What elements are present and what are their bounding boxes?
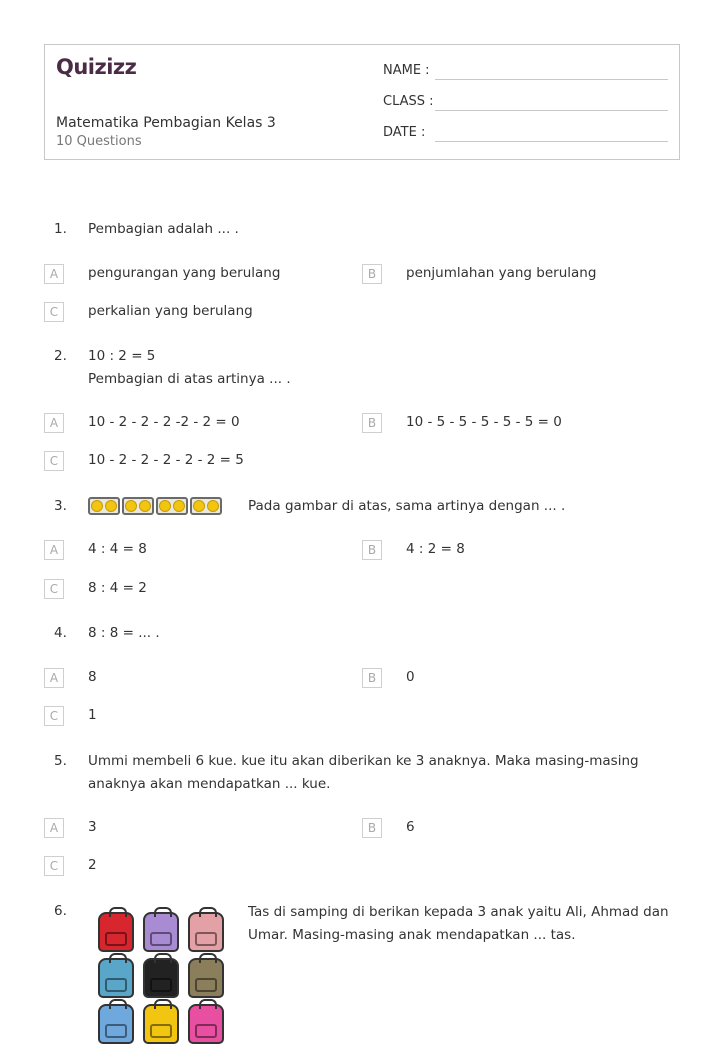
date-line: [435, 141, 668, 142]
name-field[interactable]: [383, 63, 430, 78]
option-text-2c: 10 - 2 - 2 - 2 - 2 - 2 = 5: [88, 452, 244, 468]
coin-icon: [105, 500, 117, 512]
option-text-4b: 0: [406, 669, 415, 685]
worksheet-title: Matematika Pembagian Kelas 3: [56, 115, 276, 131]
backpack-icon: [188, 912, 224, 952]
option-box-5b[interactable]: B: [362, 818, 382, 838]
coin-icon: [125, 500, 137, 512]
coin-icon: [207, 500, 219, 512]
backpack-icon: [188, 958, 224, 998]
question-2-line2: Pembagian di atas artinya ... .: [88, 371, 291, 387]
option-text-1a: pengurangan yang berulang: [88, 265, 281, 281]
option-box-3b[interactable]: B: [362, 540, 382, 560]
option-text-2a: 10 - 2 - 2 - 2 -2 - 2 = 0: [88, 414, 240, 430]
option-box-5c[interactable]: C: [44, 856, 64, 876]
backpack-icon: [143, 912, 179, 952]
question-4-number: 4.: [54, 625, 67, 641]
coin-pair: [156, 497, 188, 515]
question-3-text: Pada gambar di atas, sama artinya dengan ... .: [248, 498, 566, 514]
backpack-icon: [188, 1004, 224, 1044]
option-box-4b[interactable]: B: [362, 668, 382, 688]
question-2-line1: 10 : 2 = 5: [88, 348, 156, 364]
option-box-1c[interactable]: C: [44, 302, 64, 322]
question-count: 10 Questions: [56, 134, 142, 149]
backpack-icon: [98, 1004, 134, 1044]
date-label: DATE :: [383, 125, 426, 140]
question-5-line1: Ummi membeli 6 kue. kue itu akan diberikan ke 3 anaknya. Maka masing-masing: [88, 753, 639, 769]
option-text-4c: 1: [88, 707, 97, 723]
coin-icon: [139, 500, 151, 512]
question-2-number: 2.: [54, 348, 67, 364]
question-6-line2: Umar. Masing-masing anak mendapatkan ... tas.: [248, 927, 576, 943]
coin-icon: [91, 500, 103, 512]
worksheet-header: [44, 44, 680, 160]
date-field[interactable]: [383, 125, 425, 140]
option-text-3a: 4 : 4 = 8: [88, 541, 147, 557]
coin-icon: [173, 500, 185, 512]
option-box-1b[interactable]: B: [362, 264, 382, 284]
question-3-number: 3.: [54, 498, 67, 514]
option-text-1b: penjumlahan yang berulang: [406, 265, 597, 281]
class-field[interactable]: [383, 94, 434, 109]
option-box-2c[interactable]: C: [44, 451, 64, 471]
quizizz-logo: Quizizz: [56, 55, 137, 79]
option-text-5c: 2: [88, 857, 97, 873]
option-box-3c[interactable]: C: [44, 579, 64, 599]
option-text-1c: perkalian yang berulang: [88, 303, 253, 319]
option-text-4a: 8: [88, 669, 97, 685]
name-label: NAME :: [383, 63, 430, 78]
coin-pair: [88, 497, 120, 515]
option-text-3c: 8 : 4 = 2: [88, 580, 147, 596]
question-6-number: 6.: [54, 903, 67, 919]
backpack-icon: [143, 1004, 179, 1044]
backpack-icon: [98, 958, 134, 998]
option-box-4a[interactable]: A: [44, 668, 64, 688]
option-text-5a: 3: [88, 819, 97, 835]
coin-pair: [122, 497, 154, 515]
class-line: [435, 110, 668, 111]
coin-pairs-image: [88, 497, 222, 515]
question-1-text: Pembagian adalah ... .: [88, 221, 239, 237]
option-text-3b: 4 : 2 = 8: [406, 541, 465, 557]
coin-pair: [190, 497, 222, 515]
option-box-5a[interactable]: A: [44, 818, 64, 838]
option-box-1a[interactable]: A: [44, 264, 64, 284]
name-line: [435, 79, 668, 80]
question-6-line1: Tas di samping di berikan kepada 3 anak yaitu Ali, Ahmad dan: [248, 904, 669, 920]
option-box-2b[interactable]: B: [362, 413, 382, 433]
option-box-3a[interactable]: A: [44, 540, 64, 560]
coin-icon: [193, 500, 205, 512]
option-box-2a[interactable]: A: [44, 413, 64, 433]
backpack-icon: [98, 912, 134, 952]
backpack-icon: [143, 958, 179, 998]
coin-icon: [159, 500, 171, 512]
question-5-line2: anaknya akan mendapatkan ... kue.: [88, 776, 331, 792]
option-box-4c[interactable]: C: [44, 706, 64, 726]
question-4-text: 8 : 8 = ... .: [88, 625, 160, 641]
option-text-2b: 10 - 5 - 5 - 5 - 5 - 5 = 0: [406, 414, 562, 430]
option-text-5b: 6: [406, 819, 415, 835]
question-5-number: 5.: [54, 753, 67, 769]
question-1-number: 1.: [54, 221, 67, 237]
class-label: CLASS :: [383, 94, 434, 109]
